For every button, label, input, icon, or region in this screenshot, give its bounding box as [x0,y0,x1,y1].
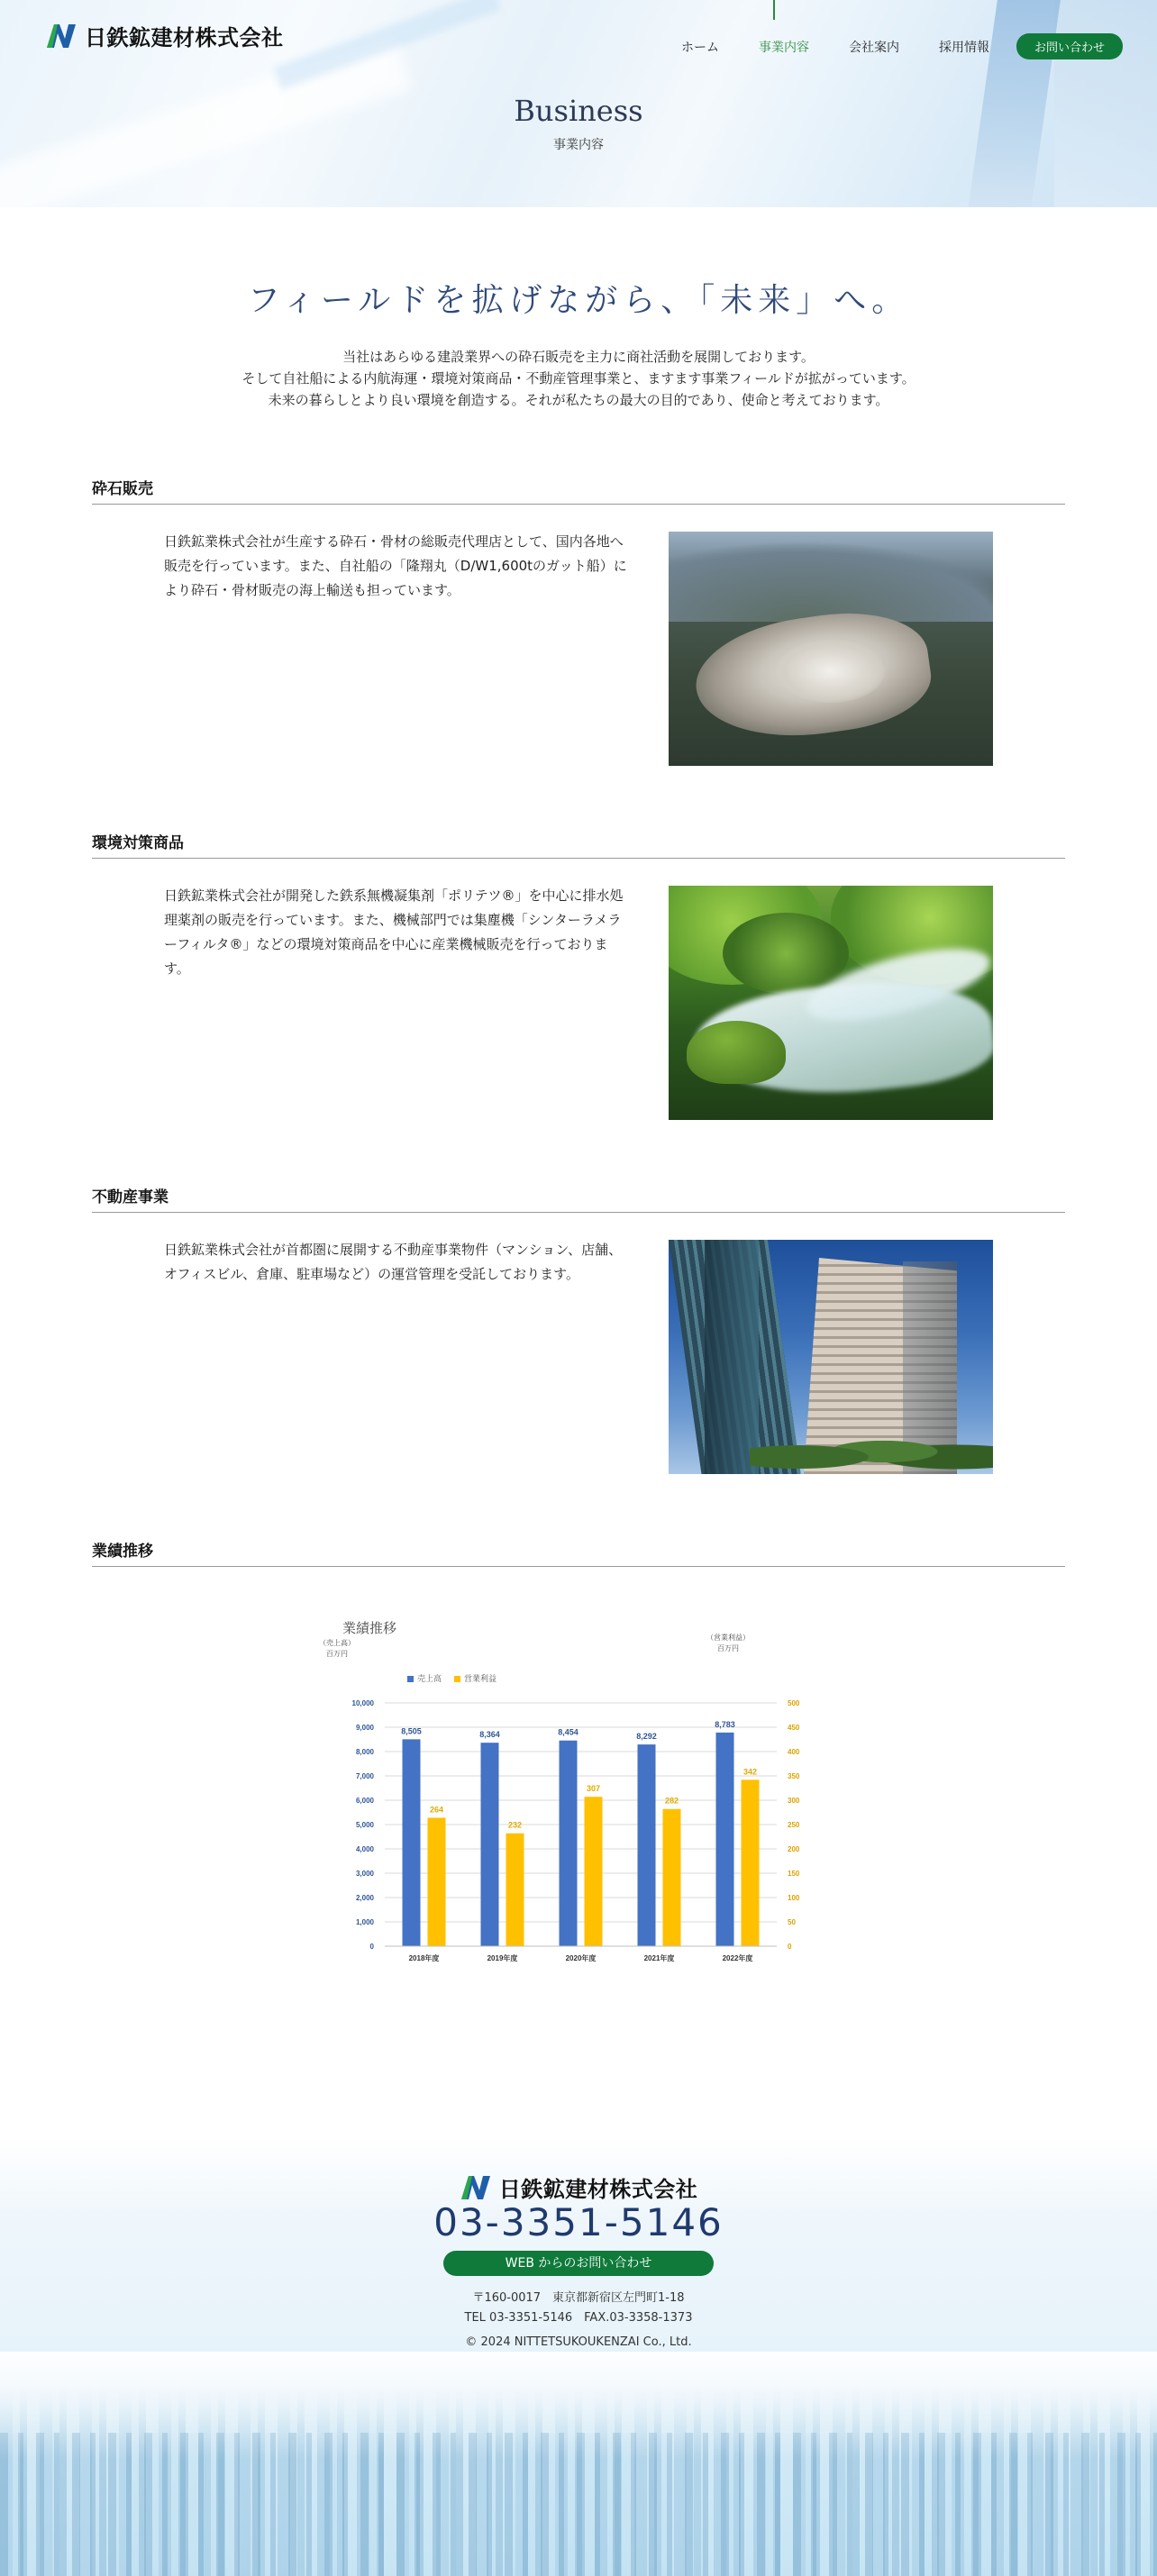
section-text-crushed-stone: 日鉄鉱業株式会社が生産する砕石・骨材の総販売代理店として、国内各地へ販売を行っています。また、自社船の「隆翔丸（D/W1,600tのガット船）により砕石・骨材販売の海上輸送も担っています。 [164,533,627,598]
right-tick-label: 350 [788,1772,800,1780]
section-heading-environment: 環境対策商品 [92,830,1065,859]
data-label-profit: 307 [586,1784,601,1794]
category-label: 2018年度 [408,1954,440,1962]
category-label: 2021年度 [643,1954,675,1962]
web-contact-button[interactable]: WEB からのお問い合わせ [443,2251,714,2276]
chart-plot [317,1613,822,1973]
bar-sales [716,1733,734,1946]
right-axis-unit-label: 百万円 [717,1644,739,1652]
bar-profit [663,1809,681,1946]
quarry-photo [669,532,993,766]
data-label-profit: 232 [507,1820,523,1830]
hero-banner [0,0,1157,207]
bar-sales [560,1741,578,1946]
nav-item-recruit[interactable]: 採用情報 [939,40,989,55]
category-label: 2022年度 [722,1954,753,1962]
footer-logo[interactable] [0,2171,1157,2203]
right-tick-label: 500 [788,1699,800,1707]
section-text-environment: 日鉄鉱業株式会社が開発した鉄系無機凝集剤「ポリテツ®」を中心に排水処理薬剤の販売を行っています。また、機械部門では集塵機「シンターラメラーフィルタ®」などの環境対策商品を中心に産業機械販売を行っております。 [164,887,624,977]
logo-text: 日鉄鉱建材株式会社 [85,25,284,50]
section-text-real-estate: 日鉄鉱業株式会社が首都圏に展開する不動産事業物件（マンション、店舗、オフィスビル、倉庫、駐車場など）の運営管理を受託しております。 [164,1242,623,1282]
copyright: © 2024 NITTETSUKOUKENZAI Co., Ltd. [465,2335,692,2349]
footer-address-block [0,2289,1157,2328]
left-tick-label: 5,000 [355,1821,374,1829]
right-tick-label: 150 [788,1870,800,1878]
footer-logo-text: 日鉄鉱建材株式会社 [498,2177,698,2202]
page-title: Business [514,94,643,128]
right-axis-unit-label: （営業利益） [706,1634,750,1642]
bar-profit [742,1780,760,1946]
left-tick-label: 0 [369,1943,374,1951]
nav-item-home[interactable]: ホーム [681,40,719,55]
right-tick-label: 300 [788,1797,800,1805]
left-tick-label: 10,000 [351,1699,374,1707]
data-label-profit: 342 [742,1767,758,1777]
legend-label: 営業利益 [464,1675,497,1684]
performance-chart [317,1613,822,1973]
office-buildings-photo [669,1240,993,1474]
category-label: 2020年度 [565,1954,597,1962]
bar-sales [481,1743,499,1946]
data-label-sales: 8,783 [715,1719,735,1729]
company-logo-icon [45,23,77,50]
section-heading-real-estate: 不動産事業 [92,1184,1065,1213]
nav-item-company[interactable]: 会社案内 [849,40,899,55]
footer-tel-fax: TEL 03-3351-5146 FAX.03-3358-1373 [464,2311,693,2325]
right-tick-label: 250 [788,1821,800,1829]
right-tick-label: 200 [788,1845,800,1853]
intro-text [0,346,1157,411]
data-label-sales: 8,292 [636,1732,657,1742]
nav-item-business[interactable]: 事業内容 [759,40,809,55]
contact-button[interactable]: お問い合わせ [1016,33,1123,59]
main-nav [661,33,1123,59]
bar-sales [638,1744,656,1946]
bar-sales [403,1739,421,1946]
bar-profit [428,1817,446,1946]
company-logo-icon [460,2174,492,2201]
left-tick-label: 2,000 [355,1894,374,1902]
footer-phone[interactable]: 03-3351-5146 [433,2200,724,2244]
right-tick-label: 0 [788,1943,792,1951]
category-label: 2019年度 [487,1954,518,1962]
left-tick-label: 6,000 [355,1797,374,1805]
left-tick-label: 8,000 [355,1748,374,1756]
legend-label: 売上高 [417,1675,442,1684]
left-tick-label: 1,000 [355,1918,374,1926]
bar-profit [585,1797,603,1946]
intro-line: 未来の暮らしとより良い環境を創造する。それが私たちの最大の目的であり、使命と考えております。 [268,392,889,408]
tagline: フィールドを拡げながら、「未来」へ。 [247,282,910,319]
left-tick-label: 3,000 [355,1870,374,1878]
left-axis-unit-label: 百万円 [326,1650,348,1658]
site-logo[interactable] [45,20,284,51]
left-tick-label: 9,000 [355,1724,374,1732]
data-label-sales: 8,505 [401,1726,422,1736]
forest-stream-photo [669,886,993,1120]
right-tick-label: 400 [788,1748,800,1756]
intro-line: そして自社船による内航海運・環境対策商品・不動産管理事業と、ますます事業フィールドが拡がっています。 [241,370,916,387]
left-tick-label: 7,000 [355,1772,374,1780]
right-tick-label: 50 [788,1918,796,1926]
right-tick-label: 100 [788,1894,800,1902]
data-label-sales: 8,364 [479,1730,500,1740]
chart-title: 業績推移 [342,1620,397,1636]
page-subtitle: 事業内容 [553,138,604,152]
footer-address: 〒160-0017 東京都新宿区左門町1-18 [472,2291,685,2305]
right-tick-label: 450 [788,1724,800,1732]
site-footer [0,2135,1157,2576]
intro-line: 当社はあらゆる建設業界への砕石販売を主力に商社活動を展開しております。 [342,349,815,365]
section-heading-performance: 業績推移 [92,1538,1065,1567]
footer-haze [0,2352,1157,2460]
bar-profit [506,1834,524,1946]
left-axis-unit-label: （売上高） [319,1639,355,1647]
active-nav-indicator [773,0,775,20]
left-tick-label: 4,000 [355,1845,374,1853]
data-label-sales: 8,454 [558,1727,578,1737]
section-heading-crushed-stone: 砕石販売 [92,476,1065,505]
data-label-profit: 264 [429,1805,444,1815]
data-label-profit: 282 [664,1796,679,1806]
